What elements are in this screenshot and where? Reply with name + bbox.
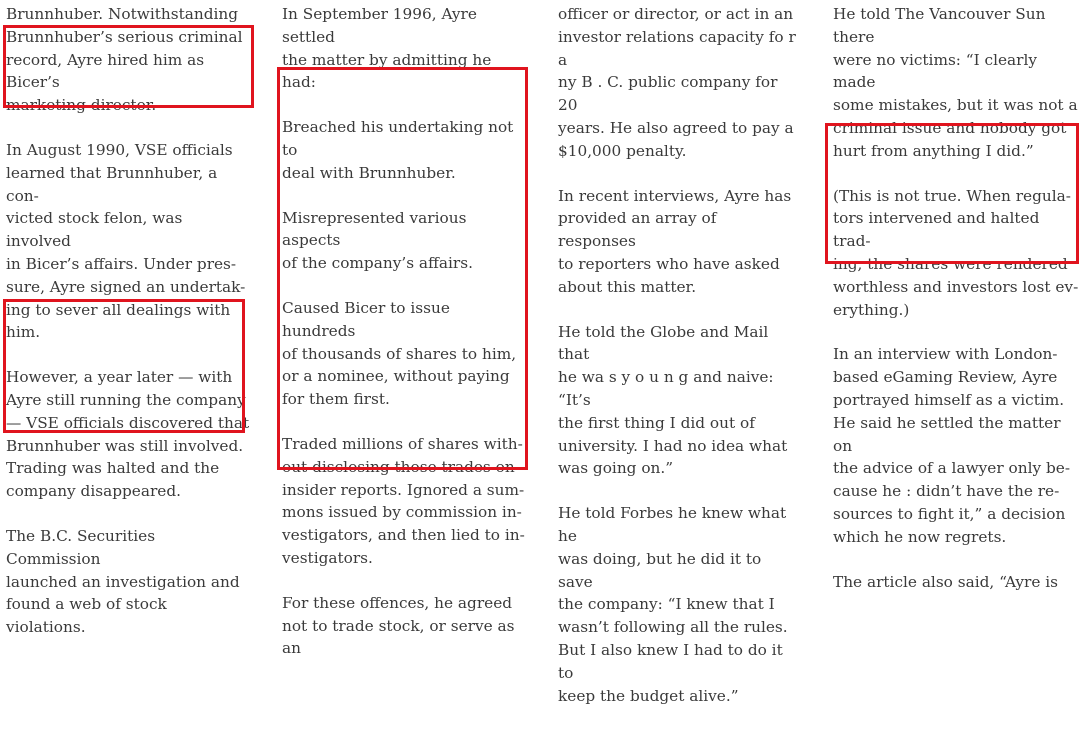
article-column-1: [6, 3, 251, 661]
text-line: in Bicer’s affairs. Under pres-: [6, 254, 237, 273]
text-line: He told Forbes he knew what he: [558, 504, 787, 545]
text-line: found a web of stock violations.: [6, 595, 167, 637]
text-line: Trading was halted and the: [6, 459, 220, 478]
paragraph: [282, 116, 526, 184]
paragraph: [282, 207, 526, 275]
text-line: — VSE officials discovered that: [6, 413, 250, 432]
text-line: sources to fight it,” a decision: [833, 504, 1066, 523]
text-line: him.: [6, 323, 41, 342]
article-column-2: [282, 3, 526, 682]
text-line: was doing, but he did it to save: [558, 549, 762, 591]
paragraph: [833, 571, 1079, 594]
paragraph: [558, 321, 798, 481]
text-line: Breached his undertaking not to: [282, 118, 514, 159]
text-line: The article also said, “Ayre is: [833, 572, 1059, 591]
text-line: However, a year later — with: [6, 368, 233, 387]
text-line: vestigators.: [282, 548, 373, 567]
article-column-4: [833, 3, 1079, 615]
text-line: provided an array of responses: [558, 209, 717, 251]
text-line: (This is not true. When regula-: [833, 186, 1071, 205]
text-line: Ayre still running the company: [6, 390, 246, 409]
text-line: For these offences, he agreed: [282, 593, 513, 612]
text-line: were no victims: “I clearly made: [833, 50, 1038, 92]
text-line: company disappeared.: [6, 482, 181, 501]
paragraph: [833, 185, 1079, 322]
text-line: vestigators, and then lied to in-: [282, 526, 525, 545]
text-line: record, Ayre hired him as Bicer’s: [6, 50, 205, 92]
text-line: erything.): [833, 300, 910, 319]
paragraph: [558, 3, 798, 163]
text-line: ing, the shares were rendered: [833, 254, 1068, 273]
paragraph: [282, 433, 526, 570]
text-line: of the company’s affairs.: [282, 254, 473, 273]
text-line: the matter by admitting he had:: [282, 50, 492, 92]
text-line: Brunnhuber. Notwithstanding: [6, 5, 239, 23]
text-line: Misrepresented various aspects: [282, 208, 467, 250]
text-line: or a nominee, without paying: [282, 367, 510, 386]
text-line: wasn’t following all the rules.: [558, 618, 788, 637]
text-line: In September 1996, Ayre settled: [282, 5, 477, 46]
text-line: He told the Globe and Mail that: [558, 322, 769, 364]
text-line: He told The Vancouver Sun there: [833, 5, 1046, 46]
text-line: In August 1990, VSE officials: [6, 140, 233, 159]
text-line: cause he : didn’t have the re-: [833, 482, 1060, 501]
text-line: keep the budget alive.”: [558, 686, 739, 705]
text-line: Brunnhuber’s serious criminal: [6, 27, 243, 46]
paragraph: [833, 3, 1079, 163]
paragraph: [6, 139, 251, 344]
text-line: based eGaming Review, Ayre: [833, 368, 1058, 387]
text-line: of thousands of shares to him,: [282, 344, 517, 363]
text-line: mons issued by commission in-: [282, 503, 522, 522]
text-line: In recent interviews, Ayre has: [558, 186, 792, 205]
text-line: sure, Ayre signed an undertak-: [6, 277, 246, 296]
text-line: about this matter.: [558, 277, 697, 296]
paragraph: [6, 3, 251, 117]
text-line: he wa s y o u n g and naive: “It’s: [558, 368, 774, 409]
text-line: deal with Brunnhuber.: [282, 163, 456, 182]
text-line: Brunnhuber was still involved.: [6, 436, 244, 455]
text-line: Caused Bicer to issue hundreds: [282, 298, 450, 340]
text-line: criminal issue and nobody got: [833, 118, 1067, 137]
text-line: years. He also agreed to pay a: [558, 118, 794, 137]
text-line: Traded millions of shares with-: [282, 434, 523, 453]
text-line: ing to sever all dealings with: [6, 300, 231, 319]
paragraph: [558, 502, 798, 707]
text-line: officer or director, or act in an: [558, 5, 794, 23]
paragraph: [6, 366, 251, 503]
text-line: But I also knew I had to do it to: [558, 640, 783, 682]
text-line: launched an investigation and: [6, 572, 240, 591]
text-line: which he now regrets.: [833, 527, 1007, 546]
paragraph: [6, 525, 251, 639]
text-line: insider reports. Ignored a sum-: [282, 480, 525, 499]
text-line: the first thing I did out of: [558, 413, 755, 432]
text-line: portrayed himself as a victim.: [833, 390, 1065, 409]
text-line: victed stock felon, was involved: [6, 209, 183, 251]
text-line: ny B . C. public company for 20: [558, 73, 778, 115]
paragraph: [833, 343, 1079, 548]
paragraph: [558, 185, 798, 299]
text-line: the company: “I knew that I: [558, 595, 775, 614]
text-line: hurt from anything I did.”: [833, 141, 1034, 160]
paragraph: [282, 297, 526, 411]
article-column-3: [558, 3, 798, 729]
text-line: $10,000 penalty.: [558, 141, 687, 160]
text-line: In an interview with London-: [833, 345, 1058, 364]
text-line: some mistakes, but it was not a: [833, 96, 1078, 115]
text-line: He said he settled the matter on: [833, 413, 1061, 455]
text-line: learned that Brunnhuber, a con-: [6, 163, 218, 205]
text-line: investor relations capacity fo r a: [558, 27, 796, 69]
text-line: university. I had no idea what: [558, 436, 788, 455]
paragraph: [282, 592, 526, 660]
text-line: out disclosing those trades on: [282, 457, 515, 476]
text-line: tors intervened and halted trad-: [833, 209, 1040, 251]
text-line: not to trade stock, or serve as an: [282, 616, 515, 658]
text-line: The B.C. Securities Commission: [6, 526, 156, 568]
text-line: for them first.: [282, 390, 390, 409]
paragraph: [282, 3, 526, 94]
text-line: marketing director.: [6, 96, 157, 115]
text-line: was going on.”: [558, 459, 674, 478]
text-line: the advice of a lawyer only be-: [833, 459, 1071, 478]
text-line: to reporters who have asked: [558, 254, 780, 273]
text-line: worthless and investors lost ev-: [833, 277, 1079, 296]
